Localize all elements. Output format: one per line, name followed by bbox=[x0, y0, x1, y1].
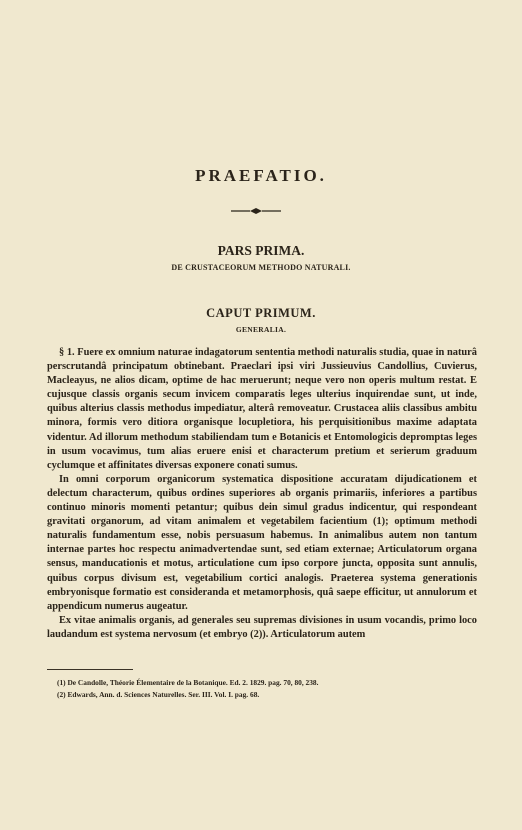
ornament-divider-icon bbox=[229, 207, 283, 215]
chapter-subtitle: GENERALIA. bbox=[235, 325, 287, 334]
body-text bbox=[47, 346, 477, 642]
page-title: PRAEFATIO. bbox=[195, 166, 327, 185]
footnote: (2) Edwards, Ann. d. Sciences Naturelles. Ser. III. Vol. I. pag. 68. bbox=[57, 690, 260, 699]
footnote: (1) De Candolle, Théorie Élementaire de la Botanique. Ed. 2. 1829. pag. 70, 80, 238. bbox=[57, 678, 319, 687]
paragraph: In omni corporum organicorum systematica dispositione accuratam dijudicationem et delectum characterum, quibus ordines superiores ab organis primariis, inferiores a partibus continuo minoris momenti petantur; quibus dein simul gradus indicentur, qui respondeant gravitati organorum, ad vitam animalem et vegetabilem facientium (1); optimum methodi naturalis fundamentum esse, nobis persuasum habemus. In animalibus autem non tantum internae partes hoc respectu animadvertendae sunt, sed etiam externae; Articulatorum organa sensus, manducationis et motus, articulatione cum ipso corpore juncta, opposita sunt annulis, quibus corpus divisum est, vegetabilium cortici analogis. Praeterea systema generationis embryonisque formatio est consideranda et metamorphosis, quâ saepe efficitur, ut annulorum et appendicum numerus augeatur. bbox=[47, 473, 477, 612]
footnote-rule bbox=[47, 669, 133, 670]
chapter-title: CAPUT PRIMUM. bbox=[206, 306, 316, 320]
footnotes bbox=[57, 677, 477, 701]
paragraph: § 1. Fuere ex omnium naturae indagatorum sententia methodi naturalis studia, quae in naturâ perscrutandâ principatum obtinebant. Praeclari ipsi viri Jussieuvius Candollius, Cuvierus, Macleayus, ne alios dicam, optime de hac meruerunt; neque vero non operis multum restat. E cujusque classis organis secum invicem comparatis leges ulterius inquirendae sunt, ut inde, quibus alterius classis methodus impediatur, alterâ removeatur. Crustacea aliis classibus ambitu minora, formis vero ditiora organisque locupletiora, his perquisitionibus maxime adaptata videntur. Ad illorum methodum stabiliendam tum e Botanicis et Entomologicis depromptas leges in usum vocavimus, tum alias eruere enisi et characterum pretium et serierum graduum cyclumque et affinitates diversas exponere conati sumus. bbox=[47, 347, 477, 471]
part-subtitle: DE CRUSTACEORUM METHODO NATURALI. bbox=[171, 263, 351, 272]
paragraph: Ex vitae animalis organis, ad generales seu supremas divisiones in usum vocandis, primo loco laudandum est systema nervosum (et embryo (2)). Articulatorum autem bbox=[47, 614, 477, 640]
part-title: PARS PRIMA. bbox=[217, 243, 305, 258]
